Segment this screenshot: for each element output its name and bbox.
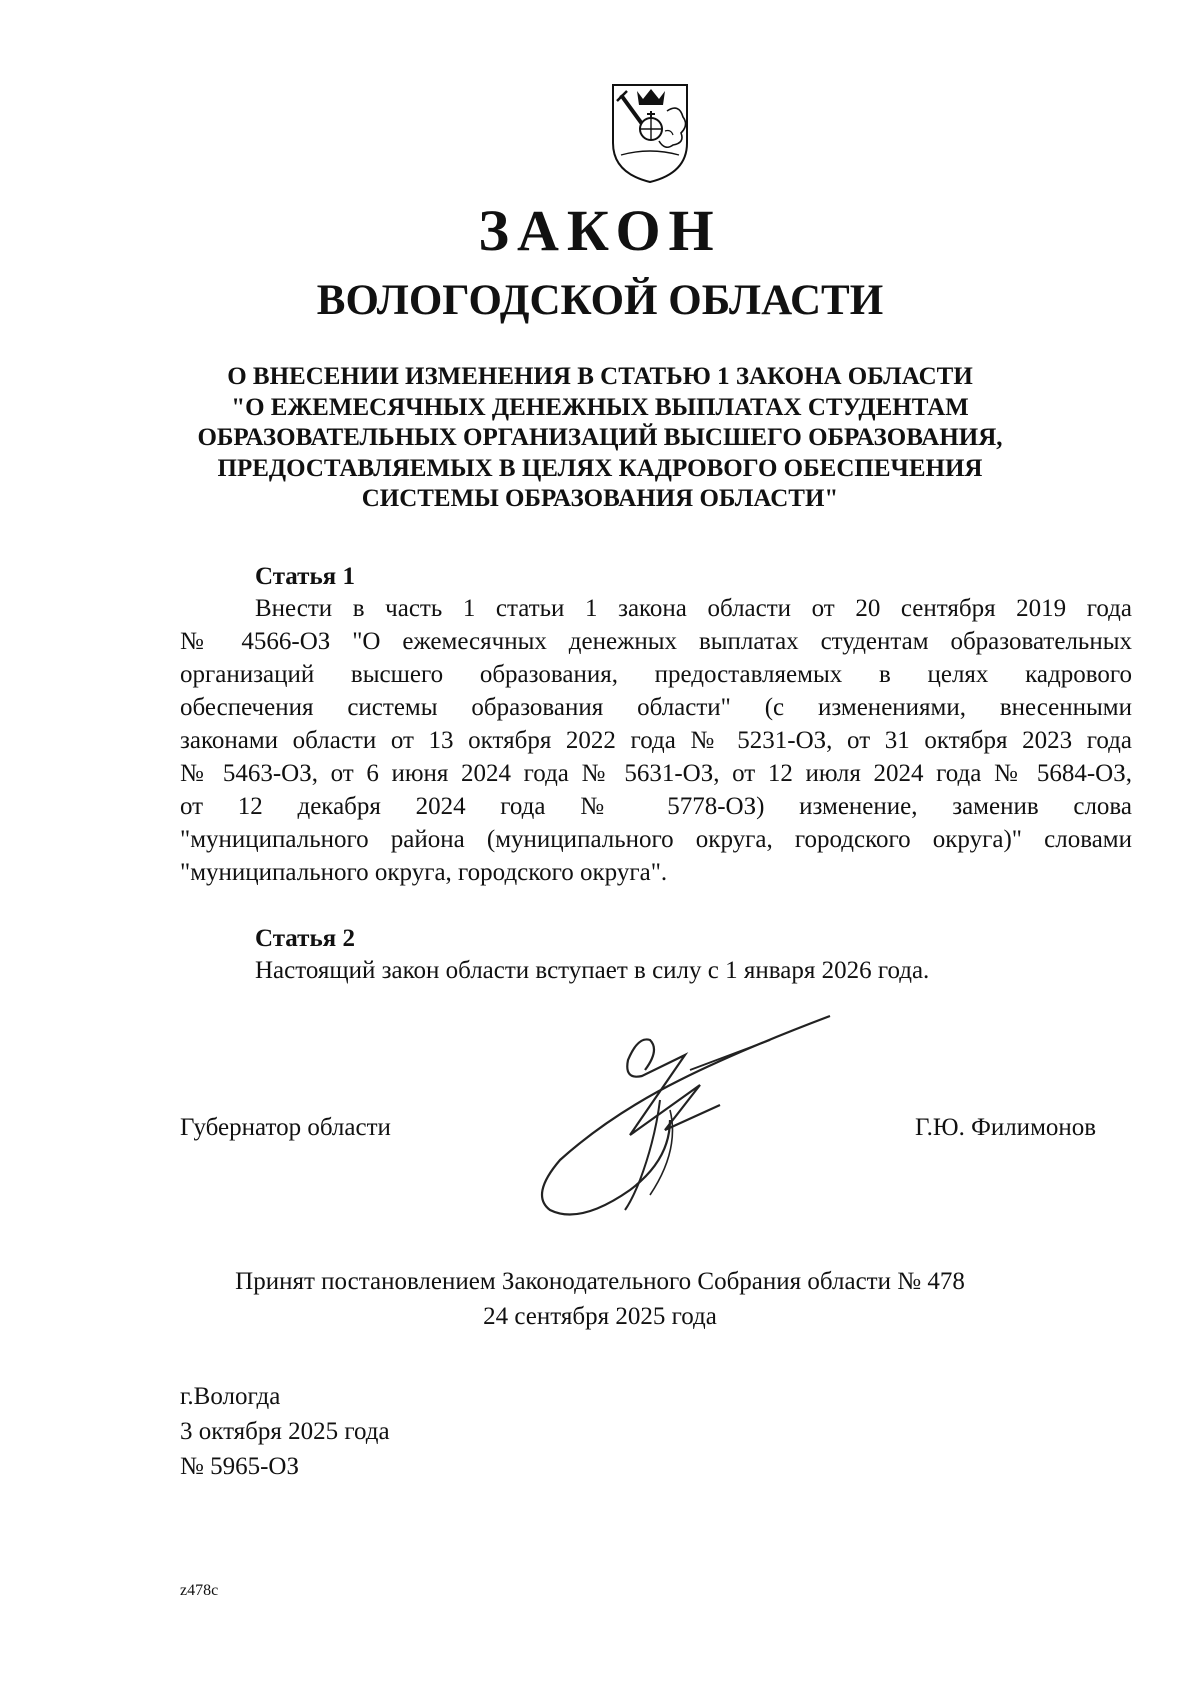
region-title: ВОЛОГОДСКОЙ ОБЛАСТИ <box>316 277 884 324</box>
article-1-line: от 12 декабря 2024 года № 5778-ОЗ) изменение, заменив слова <box>180 793 1132 820</box>
signatory-position: Губернатор области <box>180 1114 391 1141</box>
article-1-line: № 4566-ОЗ "О ежемесячных денежных выплатах студентам образовательных <box>180 628 1132 655</box>
subject-line: О ВНЕСЕНИИ ИЗМЕНЕНИЯ В СТАТЬЮ 1 ЗАКОНА ОБЛАСТИ <box>227 363 973 390</box>
city: г.Вологда <box>180 1383 281 1410</box>
adoption-date: 24 сентября 2025 года <box>483 1303 717 1330</box>
subject-line: ОБРАЗОВАТЕЛЬНЫХ ОРГАНИЗАЦИЙ ВЫСШЕГО ОБРАЗОВАНИЯ, <box>197 424 1003 451</box>
law-subject-title <box>150 362 1050 515</box>
document-title: ЗАКОН <box>478 198 722 263</box>
article-1-heading: Статья 1 <box>255 563 355 590</box>
article-2-text: Настоящий закон области вступает в силу с 1 января 2026 года. <box>255 957 930 984</box>
article-1-line: № 5463-ОЗ, от 6 июня 2024 года № 5631-ОЗ, от 12 июля 2024 года № 5684-ОЗ, <box>180 760 1132 787</box>
article-1-line: организаций высшего образования, предоставляемых в целях кадрового <box>180 661 1132 688</box>
article-2-heading: Статья 2 <box>255 925 355 952</box>
coat-of-arms-emblem <box>607 81 693 185</box>
subject-line: "О ЕЖЕМЕСЯЧНЫХ ДЕНЕЖНЫХ ВЫПЛАТАХ СТУДЕНТАМ <box>231 393 969 421</box>
article-1-line: законами области от 13 октября 2022 года № 5231-ОЗ, от 31 октября 2023 года <box>180 727 1132 754</box>
document-code: z478c <box>180 1582 219 1599</box>
signing-date: 3 октября 2025 года <box>180 1418 390 1445</box>
article-1-line: "муниципального округа, городского округа". <box>180 859 668 886</box>
adoption-line: Принят постановлением Законодательного Собрания области № 478 <box>235 1268 965 1295</box>
subject-line: СИСТЕМЫ ОБРАЗОВАНИЯ ОБЛАСТИ" <box>361 485 839 512</box>
law-number: № 5965-ОЗ <box>180 1453 300 1480</box>
article-1-line: Внести в часть 1 статьи 1 закона области от 20 сентября 2019 года <box>255 595 1132 622</box>
article-1-line: обеспечения системы образования области" (с изменениями, внесенными <box>180 694 1132 721</box>
signatory-name: Г.Ю. Филимонов <box>915 1114 1097 1141</box>
article-1-line: "муниципального района (муниципального округа, городского округа)" словами <box>180 826 1132 853</box>
handwritten-signature <box>520 1010 850 1230</box>
subject-line: ПРЕДОСТАВЛЯЕМЫХ В ЦЕЛЯХ КАДРОВОГО ОБЕСПЕЧЕНИЯ <box>217 454 983 482</box>
